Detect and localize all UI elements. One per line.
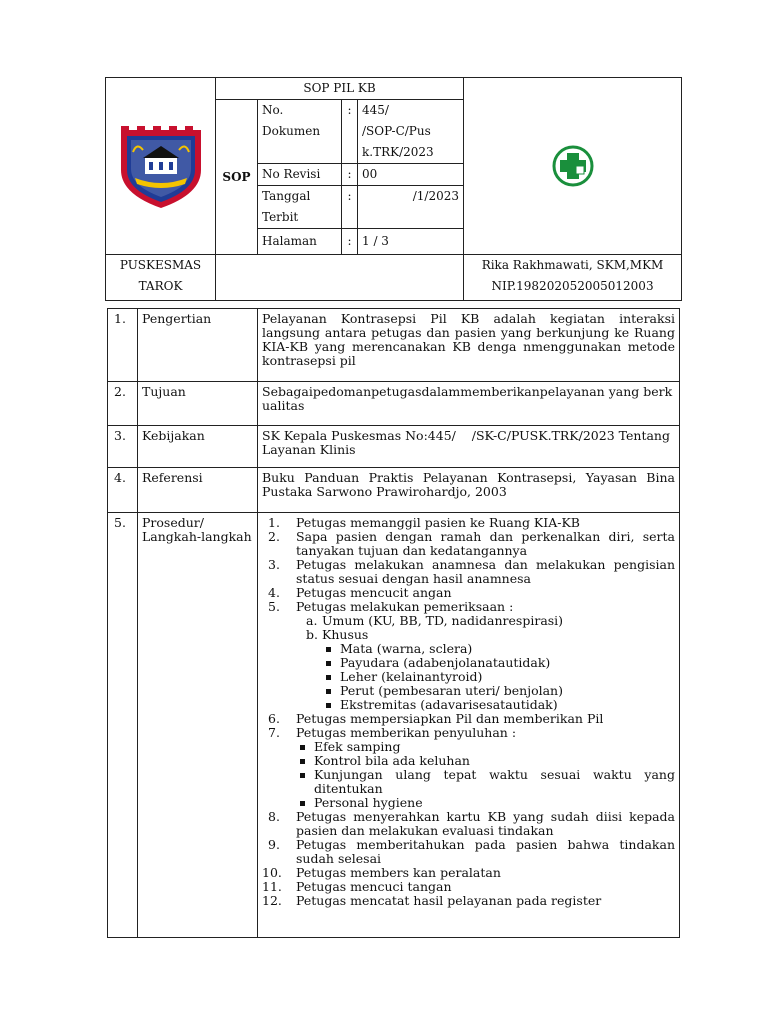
list-item: 5. Petugas melakukan pemeriksaan : a. Umum (KU, BB, TD, nadidanrespirasi) b. Khusus Mata (warna, sclera) Payudara (adabenjolanatautidak) Leher (kelainantyroid) Perut (pembesaran uteri/ benjolan) Ekstremitas (adavarisesatautidak) bbox=[262, 600, 675, 712]
regency-emblem-icon bbox=[115, 122, 207, 210]
table-row: 5. Prosedur/ Langkah-langkah 1. Petugas memanggil pasien ke Ruang KIA-KB 2. Sapa pasien dengan ramah dan perkenalkan diri, serta tanyakan tujuan dan kedatangannya 3. Petugas melakukan anamnesa dan melakukan pengisian status sesuai dengan hasil anamnesa 4. Petugas mencucit angan 5. Petugas melakukan pemeriksaan : a. Umum (KU, BB, TD, nadidanrespirasi) b. Khusus Mata (warna, sclera) Payudara (adabenjolanatautidak) Leher (kelainantyroid) Perut (pembesaran uteri/ benjolan) Ekstremitas (adavarisesatautidak) 6. Petugas mempersiapkan Pil dan memberikan Pil 7. Petugas memberikan penyuluhan : Efek samping Kontrol bila ada keluhan Kunjungan ulang tepat waktu sesuai waktu yang ditentukan Personal hygiene 8. Petugas menyerahkan kartu KB yang sudah diisi kepada pasien dan melakukan evaluasi tindakan 9. Petugas memberitahukan pada pasien bahwa tindakan sudah selesai 10. Petugas members kan peralatan 11. Petugas mencuci tangan 12. Petugas mencatat hasil pelayanan pada register bbox=[108, 513, 680, 938]
list-item: 4. Petugas mencucit angan bbox=[268, 585, 452, 600]
list-item: Payudara (adabenjolanatautidak) bbox=[322, 656, 675, 670]
list-item: 8. Petugas menyerahkan kartu KB yang sudah diisi kepada pasien dan melakukan evaluasi tindakan bbox=[268, 809, 675, 838]
list-item: 1. Petugas memanggil pasien ke Ruang KIA-KB bbox=[268, 515, 580, 530]
row-content: SK Kepala Puskesmas No:445/ /SK-C/PUSK.TRK/2023 Tentang Layanan Klinis bbox=[258, 426, 680, 468]
procedure-steps bbox=[258, 513, 680, 938]
table-row: 4. Referensi Buku Panduan Praktis Pelayanan Kontrasepsi, Yayasan Bina Pustaka Sarwono Prawirohardjo, 2003 bbox=[108, 468, 680, 513]
field-colon: : bbox=[342, 100, 358, 164]
list-item: 12. Petugas mencatat hasil pelayanan pada register bbox=[262, 893, 602, 908]
row-content: Buku Panduan Praktis Pelayanan Kontrasepsi, Yayasan Bina Pustaka Sarwono Prawirohardjo, 2003 bbox=[258, 468, 680, 513]
signer-block bbox=[464, 255, 682, 301]
field-value-page: 1 / 3 bbox=[358, 229, 464, 255]
table-row: 1. Pengertian Pelayanan Kontrasepsi Pil KB adalah kegiatan interaksi langsung antara petugas dan pasien yang berkunjung ke Ruang KIA-KB yang merencanakan KB denga nmenggunakan metode kontrasepsi pil bbox=[108, 309, 680, 382]
list-item: 10. Petugas members kan peralatan bbox=[262, 865, 501, 880]
list-item: Efek samping bbox=[296, 740, 675, 754]
row-label: Pengertian bbox=[138, 309, 258, 382]
signer-nip: NIP.198202052005012003 bbox=[491, 279, 654, 293]
field-value-revision: 00 bbox=[358, 164, 464, 186]
list-item: Ekstremitas (adavarisesatautidak) bbox=[322, 698, 675, 712]
list-item: 9. Petugas memberitahukan pada pasien bahwa tindakan sudah selesai bbox=[268, 837, 675, 866]
list-item: 6. Petugas mempersiapkan Pil dan memberikan Pil bbox=[268, 711, 604, 726]
regency-logo bbox=[106, 78, 216, 255]
list-item: b. Khusus Mata (warna, sclera) Payudara (adabenjolanatautidak) Leher (kelainantyroid) Perut (pembesaran uteri/ benjolan) Ekstremitas (adavarisesatautidak) bbox=[296, 628, 675, 712]
field-colon: : bbox=[342, 229, 358, 255]
blank-cell bbox=[216, 255, 464, 301]
list-item: Mata (warna, sclera) bbox=[322, 642, 675, 656]
list-item: 2. Sapa pasien dengan ramah dan perkenalkan diri, serta tanyakan tujuan dan kedatangannya bbox=[268, 529, 675, 558]
field-label-revision: No Revisi bbox=[258, 164, 342, 186]
list-item: 3. Petugas melakukan anamnesa dan melakukan pengisian status sesuai dengan hasil anamnesa bbox=[268, 557, 675, 586]
field-label-page: Halaman bbox=[258, 229, 342, 255]
table-row: 2. Tujuan Sebagaipedomanpetugasdalammemberikanpelayanan yang berkualitas bbox=[108, 382, 680, 426]
row-content: Pelayanan Kontrasepsi Pil KB adalah kegiatan interaksi langsung antara petugas dan pasien yang berkunjung ke Ruang KIA-KB yang merencanakan KB denga nmenggunakan metode kontrasepsi pil bbox=[258, 309, 680, 382]
health-logo bbox=[464, 78, 682, 255]
list-item: Kontrol bila ada keluhan bbox=[296, 754, 675, 768]
list-item: Kunjungan ulang tepat waktu sesuai waktu yang ditentukan bbox=[296, 768, 675, 796]
list-item: a. Umum (KU, BB, TD, nadidanrespirasi) bbox=[306, 613, 564, 628]
field-value-issue-date: /1/2023 bbox=[358, 186, 464, 229]
list-item: Perut (pembesaran uteri/ benjolan) bbox=[322, 684, 675, 698]
field-value-doc-number: 445/ /SOP-C/Pus k.TRK/2023 bbox=[358, 100, 464, 164]
sop-header-table bbox=[105, 77, 682, 301]
row-label: Prosedur/ Langkah-langkah bbox=[138, 513, 258, 938]
list-item: 11. Petugas mencuci tangan bbox=[262, 879, 452, 894]
sop-title: SOP PIL KB bbox=[216, 78, 464, 100]
field-label-issue-date: Tanggal Terbit bbox=[258, 186, 342, 229]
organization-name: PUSKESMAS TAROK bbox=[106, 255, 216, 301]
list-item: 7. Petugas memberikan penyuluhan : Efek samping Kontrol bila ada keluhan Kunjungan ulang tepat waktu sesuai waktu yang ditentukan Personal hygiene bbox=[268, 725, 675, 810]
field-colon: : bbox=[342, 186, 358, 229]
row-label: Tujuan bbox=[138, 382, 258, 426]
field-label-doc-number: No. Dokumen bbox=[258, 100, 342, 164]
row-label: Referensi bbox=[138, 468, 258, 513]
table-row: 3. Kebijakan SK Kepala Puskesmas No:445/ /SK-C/PUSK.TRK/2023 Tentang Layanan Klinis bbox=[108, 426, 680, 468]
field-colon: : bbox=[342, 164, 358, 186]
list-item: Leher (kelainantyroid) bbox=[322, 670, 675, 684]
signer-name: Rika Rakhmawati, SKM,MKM bbox=[481, 258, 664, 272]
sop-label: SOP bbox=[216, 100, 258, 255]
health-cross-logo-icon bbox=[551, 144, 595, 188]
sop-content-table bbox=[107, 308, 680, 938]
row-content: Sebagaipedomanpetugasdalammemberikanpelayanan yang berkualitas bbox=[258, 382, 680, 426]
row-label: Kebijakan bbox=[138, 426, 258, 468]
list-item: Personal hygiene bbox=[296, 796, 675, 810]
